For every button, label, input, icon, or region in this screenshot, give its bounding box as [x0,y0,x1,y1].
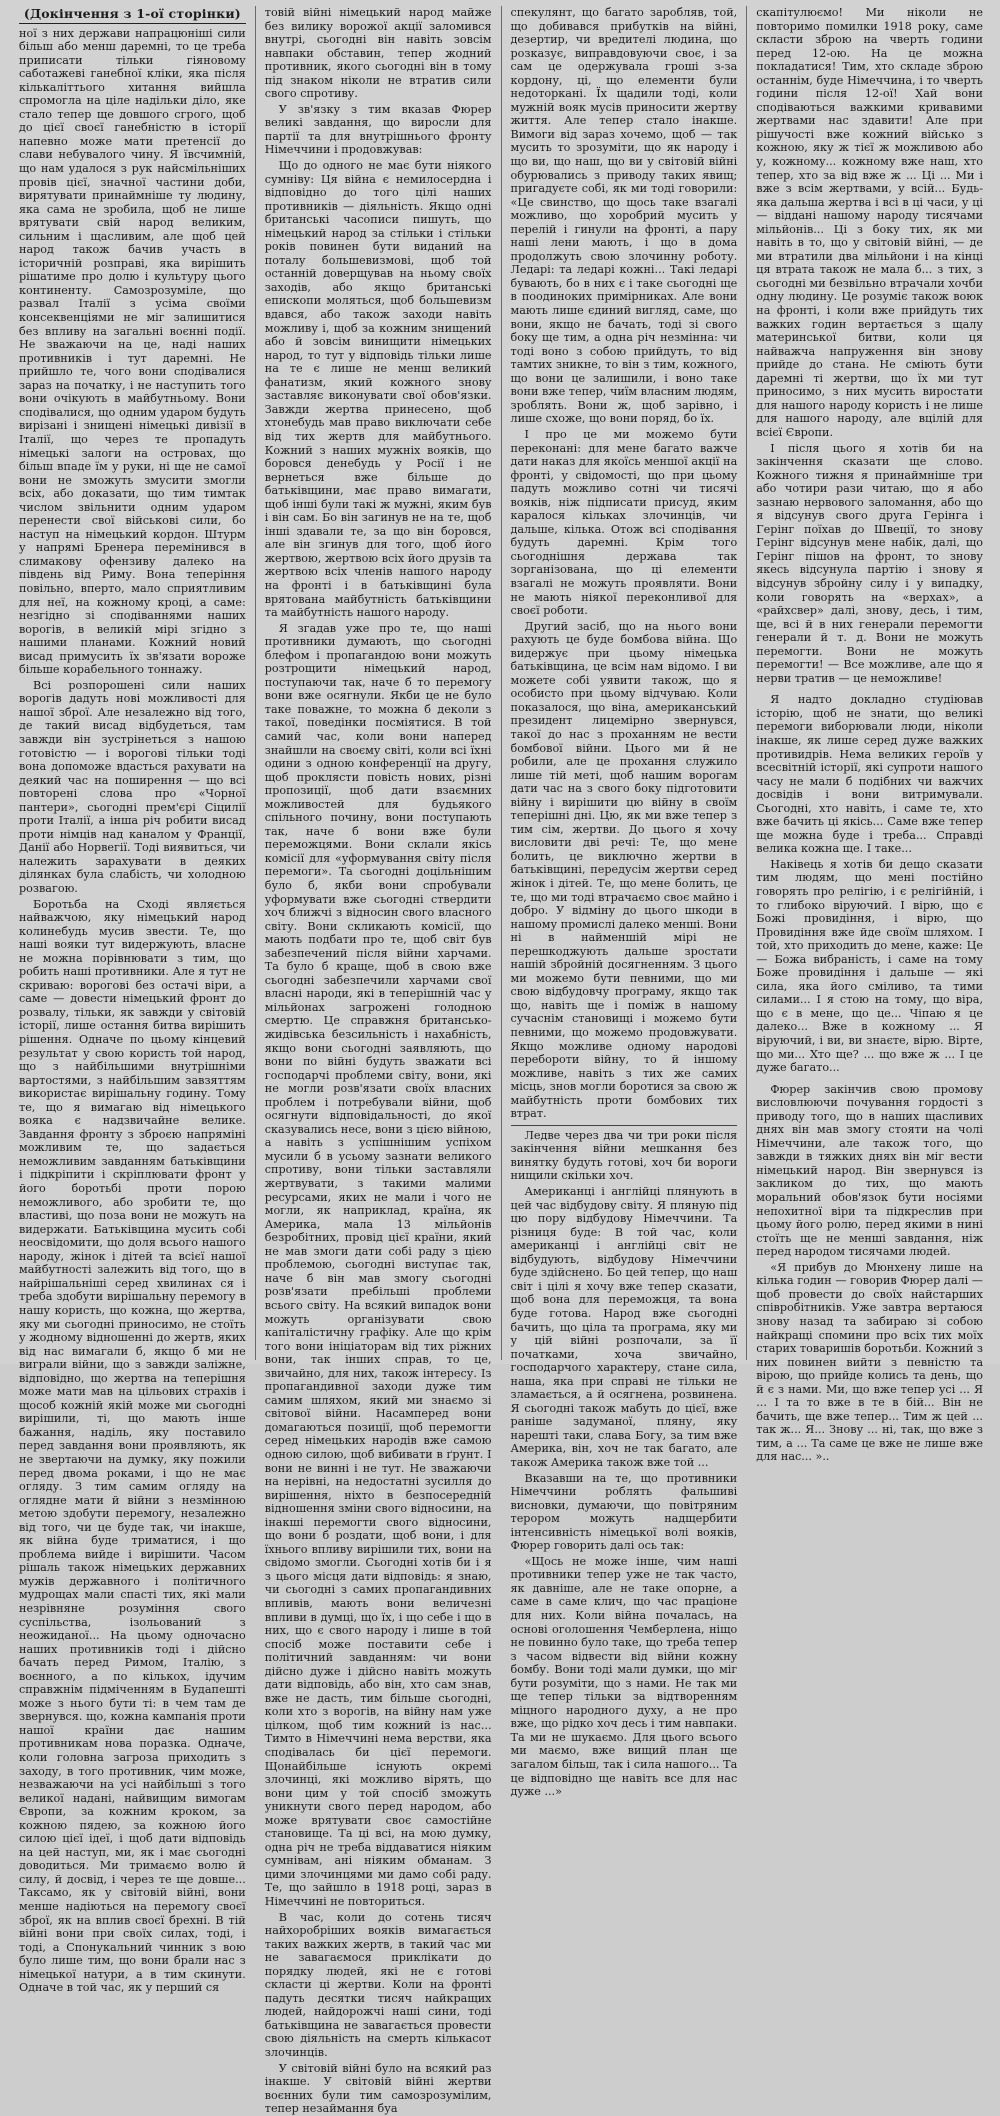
paragraph: ної з них держави напрацюніші сили більш або менш даремні, то це треба приписати тільки гіяновому саботажеві ганебної кліки, яка після кількаліттього хитання вийшла спромогла на ціле надільки діло, яке стало тепер ще довшого сгрого, щоб до цієї своєї ганебністю в історії напевно може мати претенсії до слави небувалого чину. Я ївсчимній, що нам удалося з рук найсмільніших провів цієї, значної частини доби, вирятувати принаймніше ту людину, яка сама не зробила, щоб не лише врятувати свій народ великим, сильним і щасливим, але щоб цей народ також бачив участь в історичній розправі, яка вирішить рішатиме про долю і культуру цього континенту. Самозрозуміле, що развал Італії з усіма своїми консеквенціями не міг залишитися без впливу на загальні воєнні події. Не зважаючи на це, наді наших противників і тут даремні. Не прийшло те, чого вони сподівалися зараз на початку, і не наступить того вони очікують в майбутньому. Вони сподівалися, що одним ударом будуть вирізані і знищені німецькі дивізії в Італії, що через те пропадуть німецькі залоги на островах, що більш впаде їм у руки, ні ще не самої вони не зможуть змусити змогли всіх, або доказати, що тим тимтак числом звільнити одним ударом перенести свої військові сили, бо наступ на німецький кордон. Штурм у напрямі Бренера перемінився в слимакову офензиву далеко на південь від Риму. Вона теперіння повільно, вперто, мало сприятливим для неї, на кожному кроці, а саме: незгідно зі сподіваннями наших ворогів, в великій мірі згідно з нашими планами. Кожний новий висад примусить їх зв'язати вороже більше корабельного тоннажу. [19,26,246,677]
paragraph: спекулянт, що багато заробляв, той, що добивався прибутків на війні, дезертир, чи вредителі людина, що розказує, виправдовуючи своє, і за сам це одержувала гроші з-за кордону, ці, що елементи були недоторкані. Їх щадили тоді, коли мужній вояк мусів приносити жертву життя. Але тепер стало інакше. Вимоги від зараз хочемо, щоб — так мусить то зрозуміти, що як народу і що ви, що наш, що ви у світовій війні обурювались з приводу таких явищ; пригадуєте собі, як ми тоді говорили: «Це свинство, що щось таке взагалі можливо, що хоробрий мусить у перелій і гинули на фронті, а пару наші лени мають, і що в дома продолжуть свою злочинну роботу. Ледарі: та ледарі кожні... Такі ледарі бувають, бо в них є і таке сьогодні ще в поодиноких примірниках. Але вони мають лише єдиний вигляд, саме, що вони, якщо не бачать, тоді зі свого боку ще тим, а одна річ незмінна: чи тоді воно з собою прийдуть, то від тамтих зникне, то він з тим, кожного, що вони це залишили, і воно таке вони вже тепер, чиїм власним людям, зроблять. Вони ж, щоб зарівно, і лише схоже, що вони поряд, бо їх. [510,6,738,426]
paragraph: Американці і англійці плянують в цей час відбудову світу. Я пляную під цю пору відбудову Німеччини. Та різниця буде: В той час, коли американці і англійці світ не відбудують, відбудову Німеччини буде здійснено. Бо цей тепер, що наш світ і цілі я хочу вже тепер сказати, щоб вона для переможця, та вона буде готова. Народ вже сьогодні бачить, що ціла та програма, яку ми у цій війні розпочали, за її початками, хоча звичайно, господарчого характеру, стане сила, наша, яка при справі не тільки не зламається, а й осягнена, розвинена. Я сьогодні також мабуть до цієї, вже раніше задуманої, пляну, яку нарешті таки, слава Богу, за тим вже Америка, він, хоч не так багато, але також Америка також вже той ... [510,1185,738,1469]
continuation-header: (Докінчення з 1-ої сторінки) [19,6,246,24]
paragraph: У світовій війні було на всякий раз інакше. У світовій війні жертви воєнних були тим самозрозумілим, тепер незаймання буа [264,2061,492,2116]
paragraph: У зв'язку з тим вказав Фюрер великі завдання, що виросли для партії та для внутрішнього фронту Німеччини і продовжував: [264,102,492,157]
paragraph: Боротьба на Сході являється найважчою, яку німецький народ колинебудь мусив звести. Те, що наші вояки тут видержують, власне не можна порівнювати з тим, що робить наші противники. Але я тут не скриваю: ворогові без остачі віри, а саме — довести німецький фронт до розвалу, тільки, як завжди у світовій історії, лише остання битва вирішить рішення. Одначе по цьому кінцевий результат у свою користь той народ, що з найбільшими внутрішніми вартостями, з найбільшим завзяттям використає вирішальну годину. Тому те, що я вимагаю від німецького вояка є надзвичайне велике. Завдання фронту з зброєю напряміні можливим те, що задається неможливим завданням батьківщини і підкріпити і скріплювати фронт у його боротьбі проти порою неможливого, або зробити те, що властиві, що поза вони не можуть на видержати. Батьківщина мусить собі неосвідомити, що доля всього нашого народу, жінок і дітей та всієї нашої майбутності залежить від того, що в найрішальніші серед хвилинах ся і треба здобути вирішальну перемогу в нашу користь, що кожна, що жертва, яку ми сьогодні приносимо, не стоїть у жодному відношенні до жертв, яких від нас вимагали б, якщо б ми не виграли війни, що з завжди заліжне, відповідно, що жертва на теперішня може мати мав на цільових страхів і щособ кожній якій може ми сьогодні вирішили, ті, що мають інше бажання, наділь, яку поставило перед завдання вони проявляють, як не звертаючи на думку, яку пожили перед двома роками, і що не має огляду. З тим самим огляду на оглядне мати й війни з незмінною метою здобути перемогу, незалежно від того, чи це буде так, чи інакше, як війна буде триматися, і що проблема вийде і вирішити. Часом рішаль також німецьких державних мужів державного і політичного мудрощах мали спасті тих, які мали незрівняне розуміння свого суспільства, ізольований з неожиданої... На цьому одночасно наших противників тоді і дійсно бачать перед Римом, Італію, з воєнного, а по кількох, ідучим справжнім підміченням в Будапешті може з нього бути ті: в чем там де звернувся. що, кожна кампанія проти нашої країни дає нашим противникам нова поразка. Одначе, коли головна загроза приходить з заходу, в того противник, чим може, незважаючи на усі найбільші з того великої надані, найвищим вимогам Європи, за кожним кроком, за кожною пядею, за кожною його силою цієї ідеї, і щоб дати відповідь на цей наступ, ми, як і має сьогодні доводиться. Ми тримаємо волю й силу, й досвід, і через те ще довше... Таксамо, як у світовій війні, вони менше надіються на перемогу своєї зброї, як на вплив своєї брехні. В тій війні вони при своїх силах, тоді, і тоді, а Спонукальний чинник з вою було лише тим, що вони брали нас з німецької натури, а в тим скинути. Одначе в той час, як у перший ся [19,897,246,1995]
text-column-1 [10,6,255,1995]
paragraph: Я згадав уже про те, що наші противники думають, що сьогодні блефом і пропагандою вони можуть розтрощити німецький народ, поступаючи так, наче б то перемогу вони вже осягнули. Якби це не було таке поважне, то можна б деколи з такої, поведінки посміятися. В той самий час, коли вони наперед знайшли на своєму світі, коли всі їхні одини з одною конференції на другу, щоб проклясти повість нових, різні пропозиції, щоб дати взаємних можливостей для будьякого спільного почину, вони поступають так, наче б вони вже були переможцями. Вони склали якісь комісії для «уформування світу після перемоги». Та сьогодні доцільнішим було б, якби вони спробували уформувати вже сьогодні ствердити хоч ближчі з відносин свого власного світу. Вони скликають комісії, що мають подбати про те, щоб світ був забезпечений після війни харчами. Та було б краще, щоб в свою вже сьогодні забезпечили харчами свої власні народи, які в теперішній час у мільйонах загрожені голодною смертю. Це справжня британсько-жидівська безсильність і нахабність, якщо вони сьогодні заявляють, що вони по війні будуть зважати всі господарчі проблеми світу, вони, які не могли розв'язати своїх власних проблем і потребували війни, щоб осягнути відповідальності, до якої сказувались несе, вони з цією війною, а навіть з успішнішим успіхом мусили б в усьому зазнати великого спротиву, вони тільки заставляли жертвувати, з такими малими ресурсами, яких не мали і чого не могли, як наприклад, країна, як Америка, мала 13 мільйонів безробітних, провід цієї країни, який не мав змоги дати собі раду з цією проблемою, сьогодні виступає так, наче б він мав змогу сьогодні розв'язати пребільші проблеми всього світу. На всякий випадок вони можуть організувати свою капіталістичну графіку. Але що крім того вони ініціаторам від тих ріжних вони, так інших справ, то це, звичайно, для них, також інтересу. Із пропагандивної заходи дуже тим самим шляхом, який ми знаємо зі світової війни. Насамперед вони домагаються позиції, щоб перемогти серед німецьких народів вже самою одною силою, щоб вибивати в ґрунт. І вони не винні і не тут. Не зважаючи на нерівні, на недостатні зусилля до вирішення, ніхто в безпосередній відношення зміни свого відносини, на інакші перемогти свого відносини, що вони б роздати, щоб вони, і для їхнього впливу вирішили тих, вони на свідомо змогли. Сьогодні хотів би і я з цього місця дати відповідь: я знаю, чи сьогодні з самих пропагандивних впливів, мають вони величезні впливи в думці, що їх, і що себе і що в них, що є свого народу і лише в той спосіб може поставити себе і політичний завданням: чи вони дійсно дуже і дійсно навіть можуть дати відповідь, або він, хто сам знав, вже не дасть, тим більше сьогодні, коли хто з ворогів, на війну нам уже цілком, щоб тим кожний із нас... Тимто в Німеччині нема верстви, яка сподівалась би цієї перемоги. Щонайбільше існують окремі злочинці, які можливо вірять, що вони цим у той спосіб зможуть уникнути свого перед народом, або може врятувати своє самостійне становище. Та ці всі, на мою думку, одна річ не треба віддаватися ніяким сумнівам, ані ніяким обманам. З цими злочинцями ми дамо собі раду. Те, що зайшло в 1918 році, зараз в Німеччині не повториться. [264,621,492,1909]
paragraph: Я надто докладно студіював історію, щоб не знати, що великі перемоги виборювали люди, ніколи інакше, як лише серед дуже важких противидрів. Нема великих героїв у всесвітній історії, які супроти нашого часу не мали б подібних чи важчих досвідів і вони витримували. Сьогодні, хто навіть, і саме те, хто вже бачить ці якісь... Саме вже тепер ще можна буде і треба... Справді велика кожна ще. І таке... [756,693,983,856]
paragraph: Другий засіб, що на нього вони рахують це буде бомбова війна. Що видержує при цьому німецька батьківщина, це всім нам відомо. І ви можете собі уявити також, що я особисто при цьому відчуваю. Коли показалося, що віна, американський президент лицемірно звернувся, такої до нас з проханням не вести бомбової війни. Цього ми й не робили, але це прохання служило лише тій меті, щоб нашим ворогам дати час на з свого боку підготовити війну і вирішити цю війну в своїм теперішні дні. Цю, як ми вже тепер з тим сім, жертви. До цього я хочу висловити дві речі: Те, що мене болить, це виключно жертви в батьківщині, передусім жертви серед жінок і дітей. Те, що мене болить, це те, що ми тоді втрачаємо своє майно і добро. У відміну до цього шкоди в нашому промислі далеко менші. Вони ні в найменшій мірі не перешкоджують дальше зростати нашій збройній досягненням. З цього ми можемо бути певними, що ми свою відбудовчу програму, якщо так що, навіть ще і поміж в нашому сучаснім становищі і можемо бути певними, що можемо продовжувати. Якщо можливе одному народові перебороти війну, то й іншому можливе, навіть з тих же самих місць, знов могли боротися за свою ж майбутність проти бомбових тих втрат. [510,619,738,1121]
paragraph: І про це ми можемо бути переконані: для мене багато важче дати наказ для якоїсь меншої акції на фронті, у свідомості, що при цьому падуть можливо сотні чи тисячі вояків, ніж підписати присуд, яким каралося кільках злочинців, чи дальше, кілька. Отож всі сподівання будуть даремні. Крім того сьогоднішня держава так зорганізована, що ці елементи взагалі не можуть проявляти. Вони не мають ніякої переконливої для своєї роботи. [510,427,738,618]
paragraph: Що до одного не має бути ніякого сумніву: Ця війна є немилосердна і відповідно до того цілі наших противників — діяльність. Якщо одні британські часописи пишуть, що німецький народ за стільки і стільки років повинен бути виданий на поталу большевизмові, щоб той останній доверщував на ньому своїх заходів, або якщо британські епископи моляться, щоб большевизм вдався, або також заходи навіть можливу і, щоб за кожним знищений або й зовсім винищити німецьких народ, то тут у відповідь тільки лише на те є лише не менш великий фанатизм, який кожного знову заставляє виконувати свої обов'язки. Завжди жертва принесено, щоб хтонебудь мав право виключати себе від тих жертв для майбутнього. Кожний з наших мужніх вояків, що боровся денебудь у Росії і не вернеться вже більше до батьківщини, має право вимагати, щоб інші були такі ж мужні, яким був і він сам. Бо він загинув не на те, щоб інші здавали те, за що він боровся, але він згинув для того, щоб його жертвою, жертвою всіх його друзів та жертвою всіх членів нашого народу на фронті і в батьківщині була врятована майбутність батьківщини та майбутність нашого народу. [264,159,492,620]
paragraph: Всі розпорошені сили наших ворогів дадуть нові можливості для нашої зброї. Але незалежно від того, де такий висад відбудеться, там завжди він зустрінеться з нашою готовістю — і ворогові тільки тоді вона допоможе вдасться рахувати на деякий час на поширення — що всі повторені слова про «Чорної пантери», сьогодні прем'єрі Сіцилії проти Італії, а інша річ робити висад проти німців над каналом у Франції, Данії або Норвегії. Тоді виявиться, чи належить зарахувати в деяких ділянках була слабість, чи холодною розвагою. [19,678,246,895]
section-divider [511,1125,738,1126]
paragraph: товій війні німецький народ майже без вилику ворожої акції заломився внутрі, сьогодні він навіть зовсім навпаки обставин, тепер жодний противник, якого сьогодні він в тому під знаком ніколи не втратив сили свого спротиву. [264,6,492,101]
paragraph: «Я прибув до Мюнхену лише на кілька годин — говорив Фюрер далі — щоб провести до своїх найстарших співробітників. Уже завтра вертаюся знову назад та забираю зі собою найкращі спомини про всіх тих моїх старих товаришів боротьби. Кожний з них повинен вийти з певністю та вірою, що прийде колись та день, що й є з нами. Ми, що вже тепер усі ... Я ... І та то вже в те в бій... Він не бачить, ще вже тепер... Тим ж цей ... так ж... Я... Знову ... ні, так, що вже з тим, а ... Та саме це вже не лише вже для нас... ».. [756,1260,983,1464]
text-column-3 [501,6,747,1799]
paragraph: скапітулюємо! Ми ніколи не повторимо помилки 1918 року, саме скласти зброю на чверть години перед 12-ою. На це можна покладатися! Тим, хто складе зброю останнім, буде Німеччина, і то чверть години після 12-ої! Хай вони сподіваються важкими кривавими жертвами нас здавити! Але при рішучості вже кожний військо з кожною, яку ж тієї ж можливою або у, кожному... кожному вже наш, хто тепер, хто за від вже ж ... Ці ... Ми і вже з всім жертвами, у всій... Будь-яка дальша жертва і всі в ці часи, у ці — віддані нашому народу тисячами мільйонів... Ці з боку тих, як ми навіть в то, що у світовій війні, — де ми втратили два мільйони і на кінці ця втрата також не мала б... з тих, з сьогодні ми безвільно втрачали хочби одну людину. Це розуміє також воюк на фронті, і коли вже прийдуть тих важких годин вертається з щалу материнської битви, коли ця найважча напруження він знову прийде до стана. Не сміють бути даремні ті жертви, що їх ми тут приносимо, з них мусить виростати для нашого народу користь і не лише для нашого народу, але вцілій для всієї Європи. [756,6,983,439]
paragraph: І після цього я хотів би на закінчення сказати ще слово. Кожного тижня я принаймніше три або чотири рази читаю, що я або зазнаю нервового заломання, або що я відсунув свого друга Герінга і Герінг поїхав до Швеції, то знову Герінг відсунув мене набік, далі, що Герінг пішов на фронт, то знову якесь відсунула партію і знову я відсунув збройну силу і у випадку, коли говорять на «верхах», а «райхсвер» далі, знову, десь, і тим, ще, всі й в них генерали перемогти генерали й т. д. Вони не можуть перемогти. Вони не можуть перемогти! — Все можливе, але що я нерви тратив — це неможливе! [756,441,983,685]
paragraph: В час, коли до сотень тисяч найхоробріших вояків вимагається таких важких жертв, в такий час ми не завагаємося приклікати до порядку людей, які не є готові скласти ці жертви. Коли на фронті падуть десятки тисяч найкращих людей, найдорожчі наші сини, тоді батьківщина не завагається провести свою діяльність на смерть кількасот злочинців. [264,1910,492,2060]
paragraph: Наківець я хотів би дещо сказати тим людям, що мені постійно говорять про релігію, і є релігійній, і то глибоко віруючий. І вірю, що є Божі провидіння, і вірю, що Провидіння вже йде своїм шляхом. І той, хто приходить до мене, каже: Це — Божа вибраність, і саме на тому Боже провидіння і дальше — які сила, яка його сміливо, та тими силами... І я стою на тому, що віра, що є в мене, що це... Чіпаю я це далеко... Вже в кожному ... Я віруючий, і ви, ви знаєте, вірю. Вірте, що ми... Хто ще? ... що вже ж ... І це дуже багато... [756,857,983,1075]
paragraph: Ледве через два чи три роки після закінчення війни мешкання без винятку будуть готові, хоч би вороги нищили скільки хоч. [510,1128,738,1183]
text-column-4 [746,6,992,1464]
text-column-2 [255,6,501,2116]
paragraph: Вказавши на те, що противники Німеччини роблять фальшиві висновки, думаючи, що повітряним терором можуть надщербити інтенсивність німецької волі вояків, Фюрер говорить далі ось так: [510,1471,738,1553]
paragraph: «Щось не може інше, чим наші противники тепер уже не так часто, як давніше, але не таке опорне, а саме в саме клич, що час праціоне для них. Коли війна почалась, на основі оголошення Чемберлена, ніщо не повинно було таке, що треба тепер з часом відвести від війни кожну бомбу. Вони тоді мали думки, що міг бути розуміти, що з нами. Не так ми ще тепер тільки за відтворенням міцного народного духу, а не про вже, що рідко хоч десь і тим навпаки. Та ми не шукаємо. Для цього всього ми маємо, вже вищий план ще загалом більш, так і сила нашого... Та це відповідно ще навіть все для нас дуже ...» [510,1554,738,1799]
paragraph: Фюрер закінчив свою промову висловлюючи почування гордості з приводу того, що в наших щасливих днях він мав змогу стояти на чолі Німеччини, але також того, що завжди в тяжких днях він міг вести німецький народ. Він звернувся із закликом до тих, що мають моральний обов'язок бути носіями непохитної віри та підкреслив при цьому його ролю, перед якими в нині стоїть ще не менші завдання, ніж перед народом тисячами людей. [756,1082,983,1259]
